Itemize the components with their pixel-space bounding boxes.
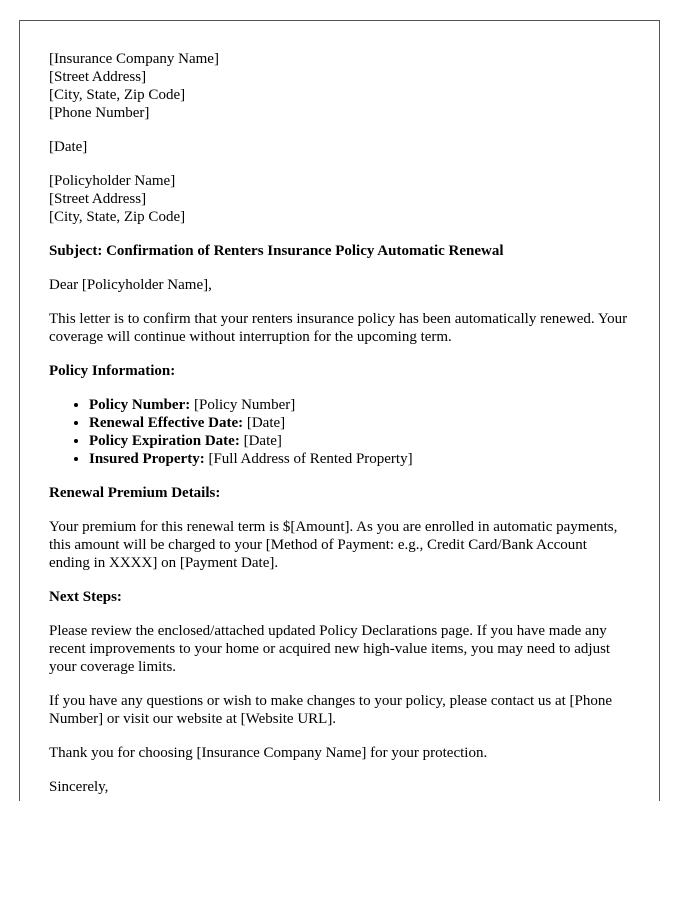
- list-item: [89, 450, 631, 468]
- recipient-city-state-zip: [City, State, Zip Code]: [49, 209, 186, 225]
- policy-number-value: [Policy Number]: [190, 397, 296, 413]
- insured-property-label: Insured Property:: [89, 451, 205, 467]
- salutation: Dear [Policyholder Name],: [49, 277, 212, 293]
- intro-paragraph: This letter is to confirm that your renters insurance policy has been automatically renewed. Your coverage will continue without interruption for the upcoming term.: [49, 311, 628, 345]
- sender-phone-number: [Phone Number]: [49, 105, 150, 121]
- next-steps-heading: Next Steps:: [49, 589, 122, 605]
- recipient-address-block: [49, 172, 631, 226]
- list-item: [89, 414, 631, 432]
- list-item: [89, 396, 631, 414]
- closing: Sincerely,: [49, 779, 109, 795]
- letter-page: [19, 20, 660, 801]
- policy-number-label: Policy Number:: [89, 397, 191, 413]
- sender-company-name: [Insurance Company Name]: [49, 51, 219, 67]
- policy-info-heading: Policy Information:: [49, 363, 176, 379]
- sender-address-block: [49, 50, 631, 122]
- next-steps-paragraph: Please review the enclosed/attached updated Policy Declarations page. If you have made any recent improvements to your home or acquired new high-value items, you may need to adjust your coverage limits.: [49, 623, 611, 675]
- date-block: [49, 138, 631, 156]
- renewal-effective-date-label: Renewal Effective Date:: [89, 415, 244, 431]
- letter-date: [Date]: [49, 139, 88, 155]
- recipient-street-address: [Street Address]: [49, 191, 147, 207]
- renewal-effective-date-value: [Date]: [243, 415, 286, 431]
- policy-expiration-date-label: Policy Expiration Date:: [89, 433, 240, 449]
- sender-city-state-zip: [City, State, Zip Code]: [49, 87, 186, 103]
- list-item: [89, 432, 631, 450]
- policy-expiration-date-value: [Date]: [239, 433, 282, 449]
- premium-heading: Renewal Premium Details:: [49, 485, 221, 501]
- thanks-paragraph: Thank you for choosing [Insurance Company Name] for your protection.: [49, 745, 488, 761]
- contact-paragraph: If you have any questions or wish to make changes to your policy, please contact us at [Phone Number] or visit our website at [Website URL].: [49, 693, 613, 727]
- subject-line: Subject: Confirmation of Renters Insurance Policy Automatic Renewal: [49, 243, 504, 259]
- premium-paragraph: Your premium for this renewal term is $[Amount]. As you are enrolled in automatic payments, this amount will be charged to your [Method of Payment: e.g., Credit Card/Bank Account ending in XXXX] on [Payment Date].: [49, 519, 618, 571]
- insured-property-value: [Full Address of Rented Property]: [204, 451, 413, 467]
- recipient-name: [Policyholder Name]: [49, 173, 176, 189]
- sender-street-address: [Street Address]: [49, 69, 147, 85]
- policy-info-list: [49, 396, 631, 468]
